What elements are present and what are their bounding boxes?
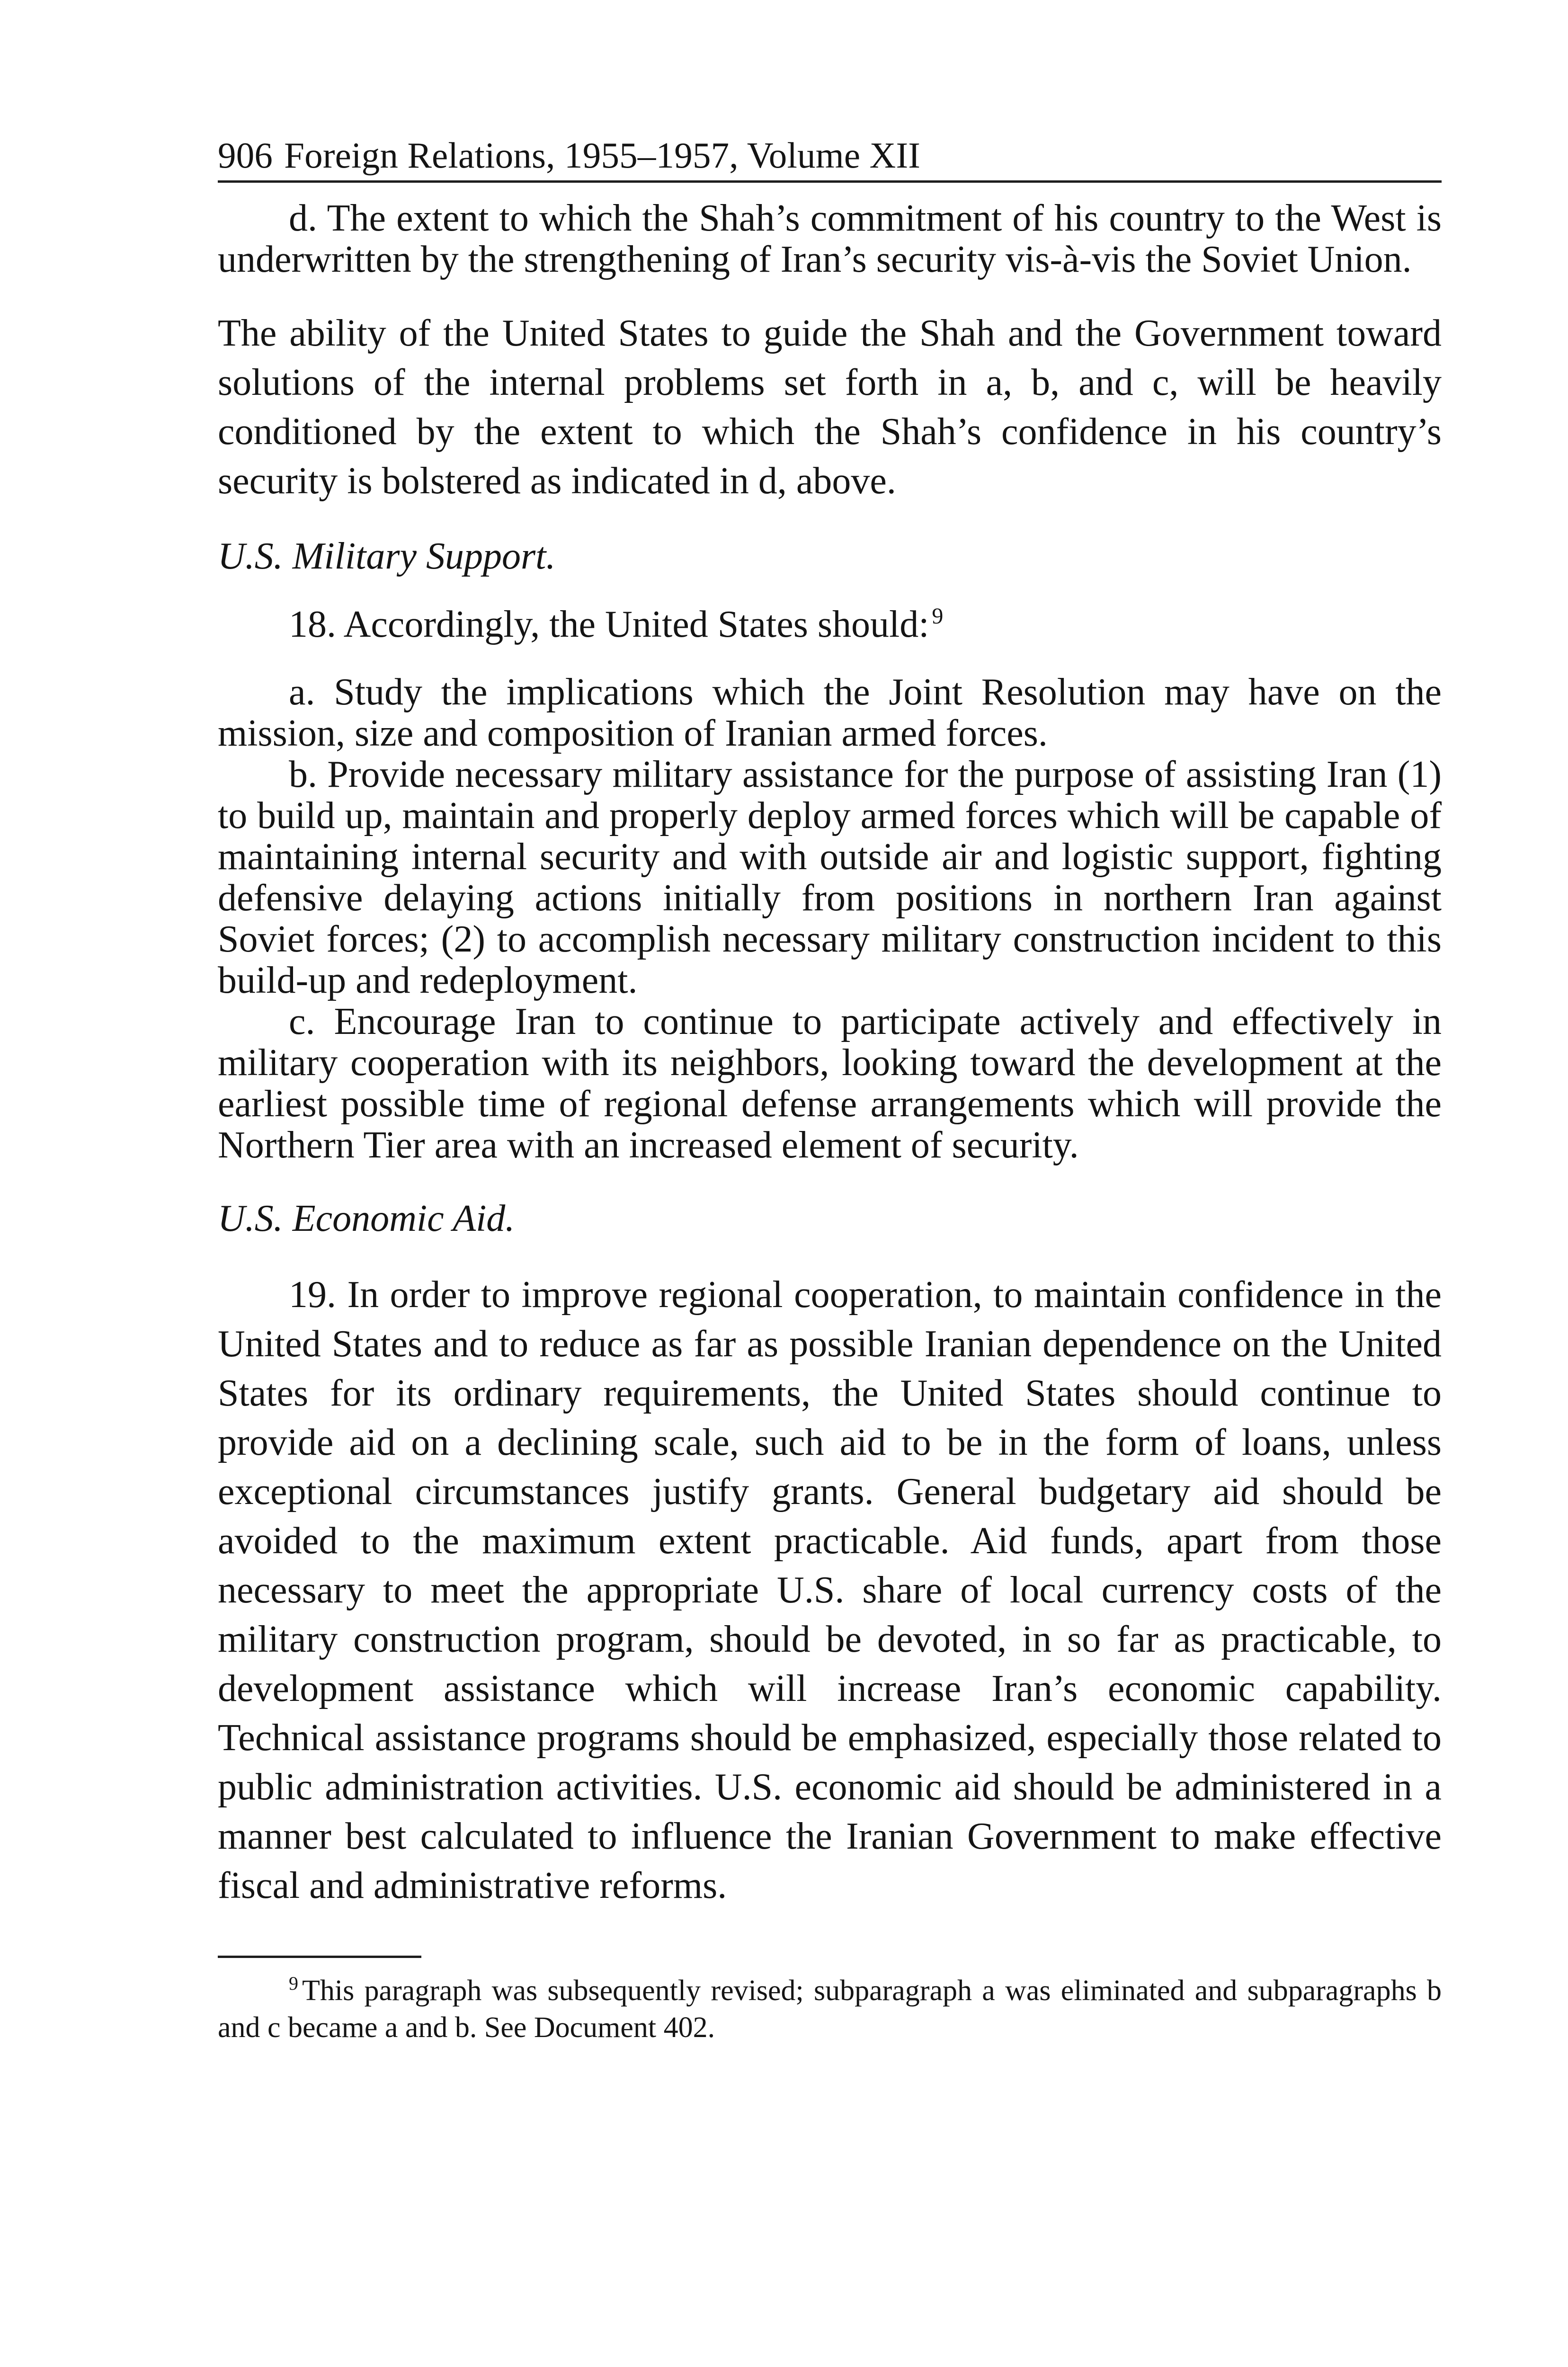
paragraph-18	[218, 604, 1442, 645]
heading-military-support: U.S. Military Support.	[218, 535, 556, 577]
paragraph-17d: d. The extent to which the Shah’s commitment of his country to the West is underwritten by the strengthening of Iran’s security vis-à-vis the Soviet Union.	[218, 197, 1442, 280]
footnote-marker: 9	[289, 1973, 298, 1994]
footnote-9	[218, 1972, 1442, 2046]
page-number: 906	[218, 135, 273, 176]
paragraph-18c: c. Encourage Iran to continue to participate actively and effectively in military cooperation with its neighbors, looking toward the development at the earliest possible time of regional defense arrangements which will provide the Northern Tier area with an increased element of security.	[218, 1001, 1442, 1166]
footnote-rule	[218, 1956, 421, 1958]
paragraph-19: 19. In order to improve regional cooperation, to maintain confidence in the United States and to reduce as far as possible Iranian dependence on the United States for its ordinary requirements, the United States should continue to provide aid on a declining scale, such aid to be in the form of loans, unless exceptional circumstances justify grants. General budgetary aid should be avoided to the maximum extent practicable. Aid funds, apart from those necessary to meet the appropriate U.S. share of local currency costs of the military construction program, should be devoted, in so far as practicable, to development assistance which will increase Iran’s economic capability. Technical assistance programs should be emphasized, especially those related to public administration activities. U.S. economic aid should be administered in a manner best calculated to influence the Iranian Government to make effective fiscal and administrative reforms.	[218, 1274, 1442, 1906]
paragraph-18-text: 18. Accordingly, the United States should:	[289, 604, 929, 645]
heading-economic-aid: U.S. Economic Aid.	[218, 1198, 515, 1239]
paragraph-18a: a. Study the implications which the Joint Resolution may have on the mission, size and composition of Iranian armed forces.	[218, 671, 1442, 754]
footnote-reference: 9	[932, 604, 944, 629]
document-page	[218, 137, 1442, 2046]
paragraph-18b: b. Provide necessary military assistance for the purpose of assisting Iran (1) to build up, maintain and properly deploy armed forces which will be capable of maintaining internal security and with outside air and logistic support, fighting defensive delaying actions initially from positions in northern Iran against Soviet forces; (2) to accomplish necessary military construction incident to this build-up and redeployment.	[218, 754, 1442, 1001]
volume-title: Foreign Relations, 1955–1957, Volume XII	[284, 135, 921, 176]
paragraph-ability: The ability of the United States to guide the Shah and the Government toward solutions of the internal problems set forth in a, b, and c, will be heavily conditioned by the extent to which the Shah’s confidence in his country’s security is bolstered as indicated in d, above.	[218, 312, 1442, 502]
footnote-text: This paragraph was subsequently revised; subparagraph a was eliminated and subparagraphs b and c became a and b. See Document 402.	[218, 1975, 1442, 2044]
running-head	[218, 137, 1442, 183]
